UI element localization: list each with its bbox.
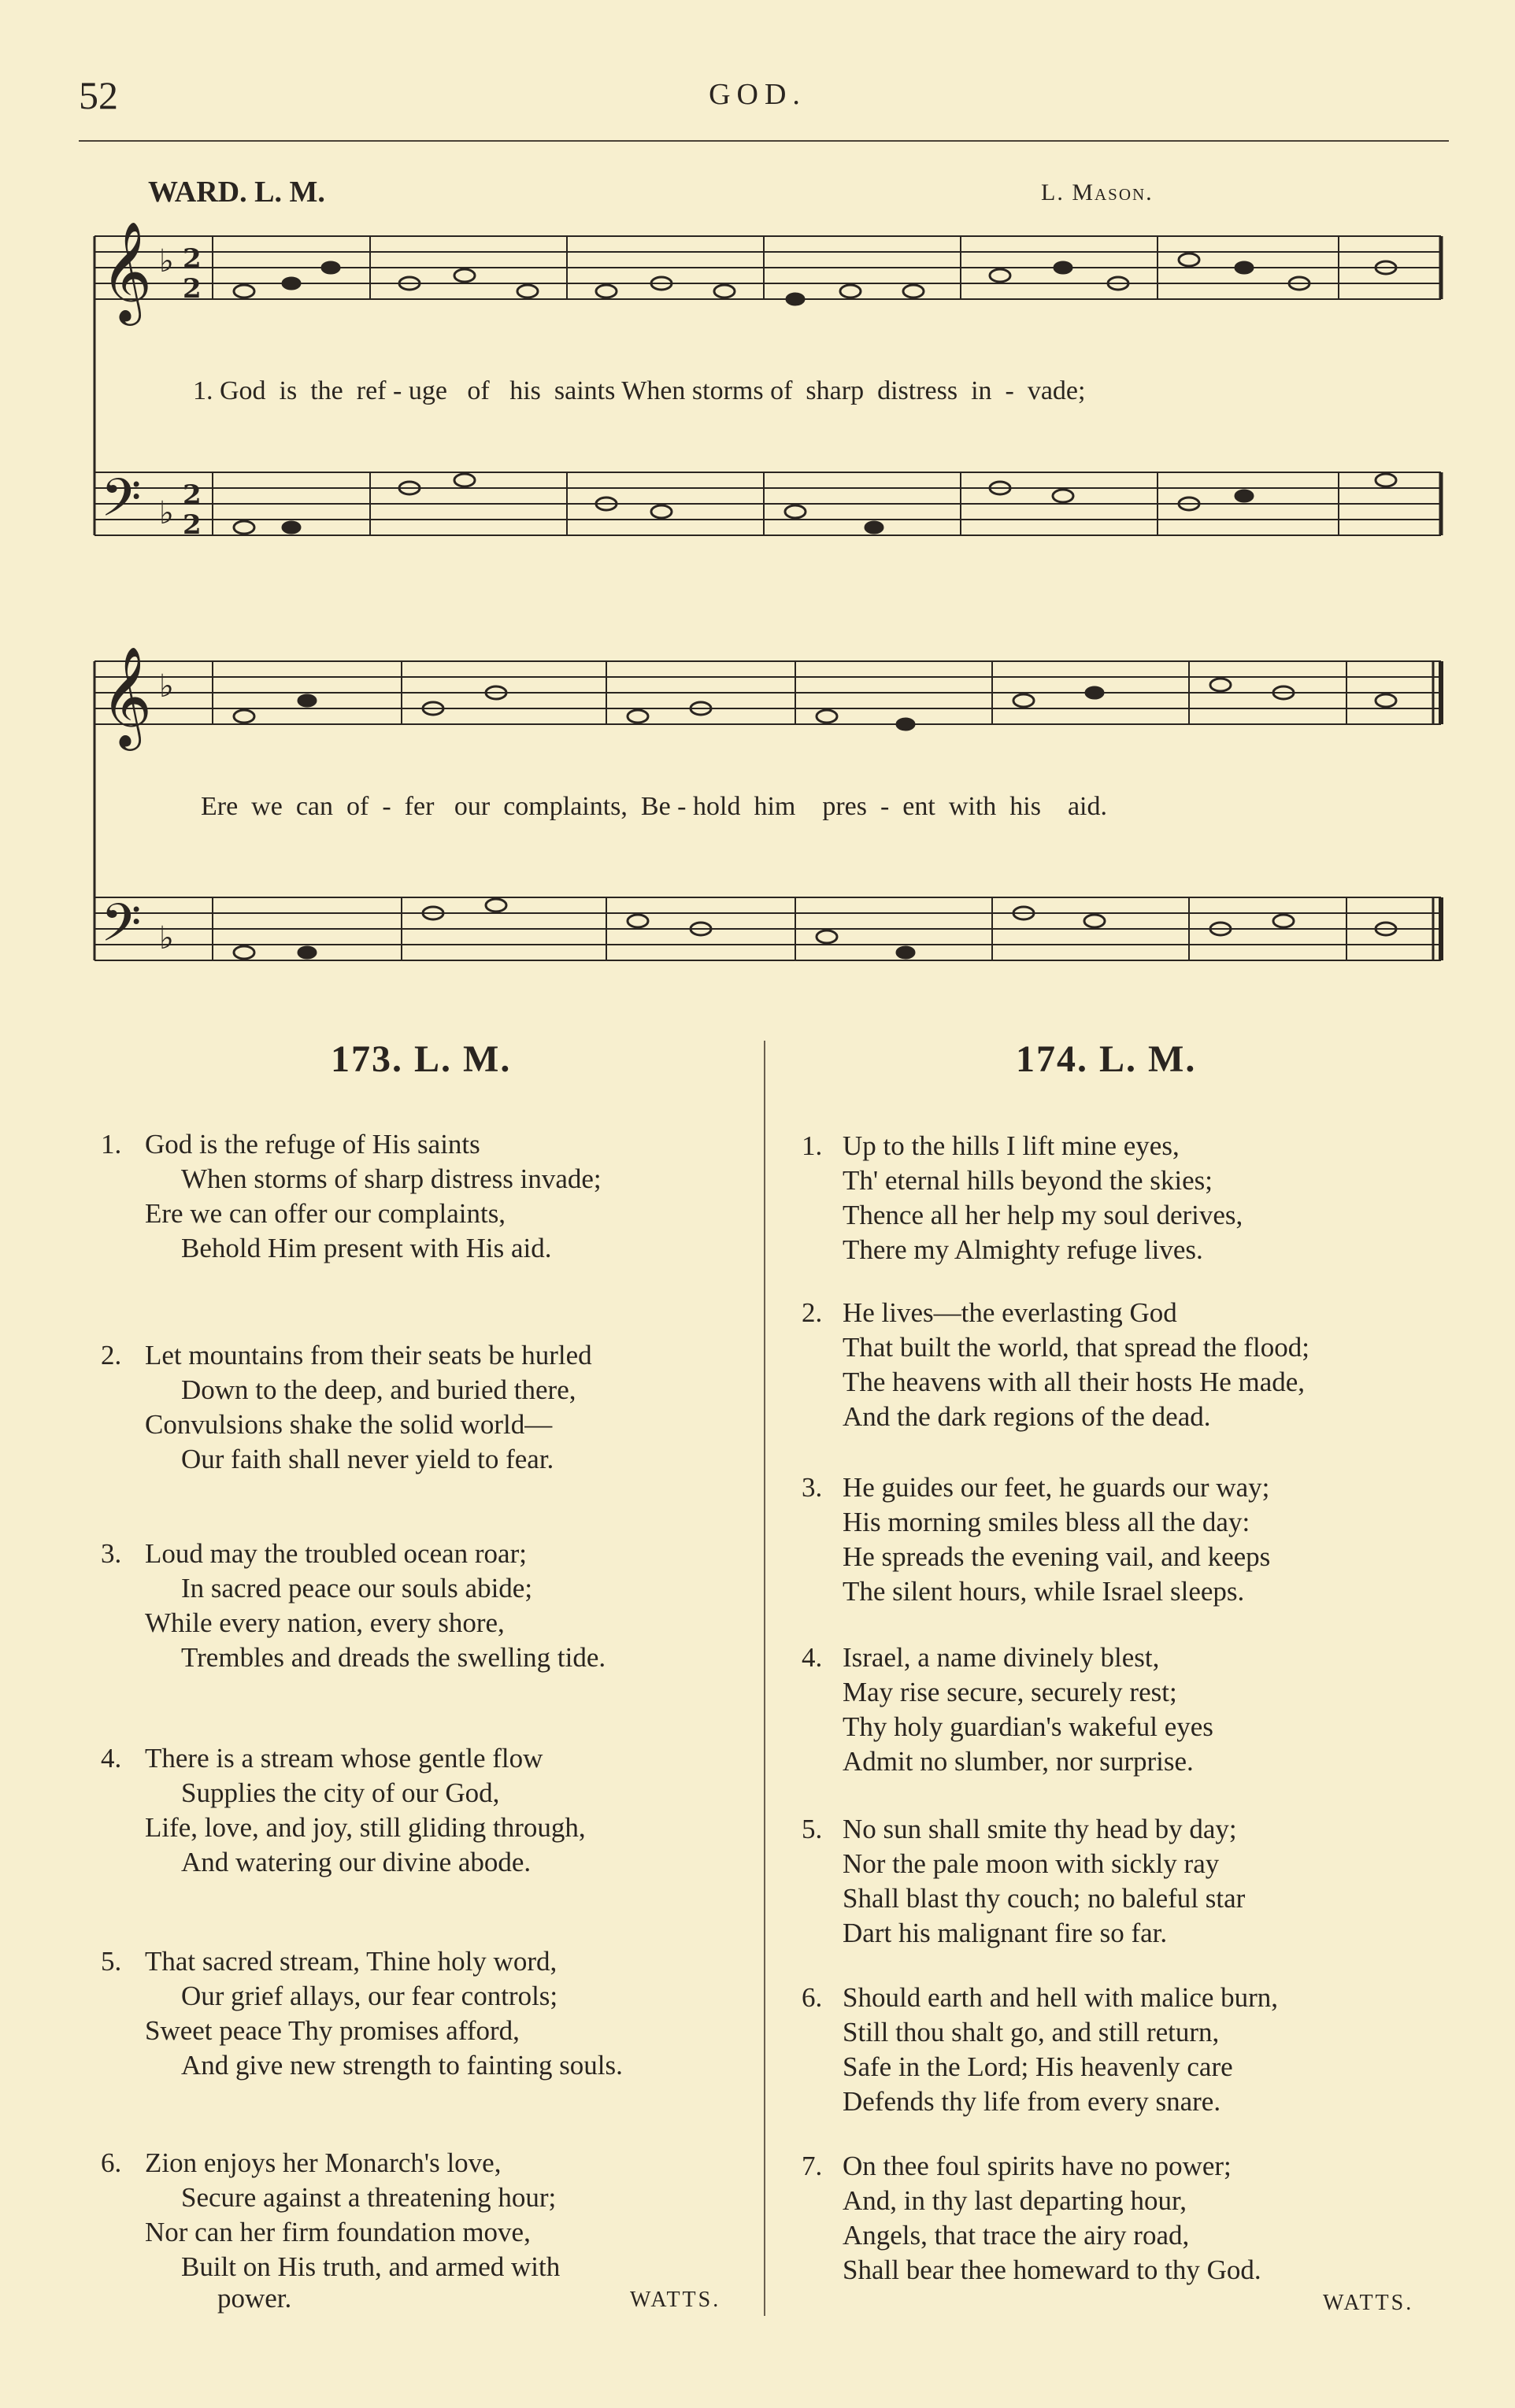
treble-clef-icon: 𝄞 — [101, 220, 153, 321]
stanza-line: Loud may the troubled ocean roar; — [145, 1538, 527, 1569]
stanza-line: There my Almighty refuge lives. — [843, 1234, 1203, 1265]
svg-text:2: 2 — [183, 509, 202, 541]
music-score — [87, 213, 1465, 984]
stanza-line: Supplies the city of our God, — [181, 1777, 500, 1808]
stanza-line: Life, love, and joy, still gliding through, — [145, 1812, 586, 1843]
stanza-line: And the dark regions of the dead. — [843, 1401, 1211, 1432]
svg-text:2: 2 — [183, 273, 202, 305]
stanza — [802, 2149, 1261, 2288]
lyric-line-1: 1. God is the ref - uge of his saints When storms of sharp distress in - vade; — [193, 376, 1086, 405]
stanza-number: 3. — [101, 1538, 122, 1569]
stanza-line: And, in thy last departing hour, — [843, 2185, 1187, 2216]
stanza-number: 6. — [802, 1982, 823, 2013]
stanza-line: The silent hours, while Israel sleeps. — [843, 1576, 1245, 1607]
stanza-number: 5. — [802, 1814, 823, 1844]
lyric-line-2: Ere we can of - fer our complaints, Be - hold him pres - ent with his aid. — [201, 792, 1108, 821]
stanza-line: Our faith shall never yield to fear. — [181, 1444, 554, 1474]
svg-text:2: 2 — [183, 479, 202, 511]
hymn-173-heading: 173. L. M. — [331, 1038, 512, 1080]
stanza-line: The heavens with all their hosts He made, — [843, 1367, 1306, 1397]
stanza-line: Up to the hills I lift mine eyes, — [843, 1130, 1180, 1161]
stanza-line: Our grief allays, our fear controls; — [181, 1981, 558, 2011]
header-rule — [79, 140, 1449, 142]
stanza-line: Still thou shalt go, and still return, — [843, 2017, 1220, 2047]
stanza — [802, 1640, 1213, 1779]
stanza-line: And watering our divine abode. — [181, 1847, 532, 1877]
stanza-line: He guides our feet, he guards our way; — [843, 1472, 1270, 1503]
bass-clef-icon: 𝄢 — [101, 468, 142, 541]
stanza-line: While every nation, every shore, — [145, 1607, 505, 1638]
stanza-line: His morning smiles bless all the day: — [843, 1507, 1250, 1537]
stanza-number: 2. — [101, 1340, 122, 1370]
stanza — [101, 1338, 592, 1477]
stanza-line: No sun shall smite thy head by day; — [843, 1814, 1237, 1844]
stanza-line: Admit no slumber, nor surprise. — [843, 1746, 1194, 1777]
stanza-number: 6. — [101, 2147, 122, 2178]
stanza-line: Angels, that trace the airy road, — [843, 2220, 1190, 2251]
stanza-line-runover: power. — [217, 2283, 292, 2314]
page-number: 52 — [79, 73, 118, 117]
stanza — [802, 1129, 1243, 1267]
stanza-line: When storms of sharp distress invade; — [181, 1163, 602, 1194]
stanza-line: Down to the deep, and buried there, — [181, 1374, 576, 1405]
stanza-number: 3. — [802, 1472, 823, 1503]
composer: L. Mason. — [1041, 179, 1154, 205]
tune-title: WARD. L. M. — [148, 176, 325, 209]
stanza-line: That sacred stream, Thine holy word, — [145, 1946, 557, 1977]
stanza-line: Zion enjoys her Monarch's love, — [145, 2147, 502, 2178]
stanza — [802, 1470, 1270, 1609]
stanza-line: Thy holy guardian's wakeful eyes — [843, 1711, 1213, 1742]
hymn-174-heading: 174. L. M. — [1016, 1038, 1197, 1080]
stanza-line: Nor can her firm foundation move, — [145, 2217, 531, 2247]
svg-text:♭: ♭ — [159, 920, 174, 956]
stanza-line: Let mountains from their seats be hurled — [145, 1340, 592, 1370]
stanza-line: Should earth and hell with malice burn, — [843, 1982, 1279, 2013]
svg-text:♭: ♭ — [159, 495, 174, 531]
stanza-line: Trembles and dreads the swelling tide. — [181, 1642, 606, 1673]
svg-text:𝄞: 𝄞 — [101, 645, 153, 746]
stanza — [802, 1812, 1245, 1951]
stanza-line: Ere we can offer our complaints, — [145, 1198, 506, 1229]
stanza-line: He spreads the evening vail, and keeps — [843, 1541, 1271, 1572]
stanza-number: 1. — [802, 1130, 823, 1161]
svg-text:2: 2 — [183, 243, 202, 275]
column-divider — [764, 1041, 765, 2316]
stanza — [802, 1296, 1309, 1434]
svg-text:♭: ♭ — [159, 668, 174, 705]
stanza-line: Shall bear thee homeward to thy God. — [843, 2254, 1261, 2285]
running-head: GOD. — [709, 78, 806, 111]
stanza-line: Safe in the Lord; His heavenly care — [843, 2051, 1233, 2082]
staff-bass-2 — [94, 897, 1441, 960]
stanza — [101, 2146, 560, 2284]
stanza — [101, 1127, 602, 1266]
stanza-line: Sweet peace Thy promises afford, — [145, 2015, 520, 2046]
stanza-line: He lives—the everlasting God — [843, 1297, 1177, 1328]
stanza-line: On thee foul spirits have no power; — [843, 2151, 1232, 2181]
stanza-number: 7. — [802, 2151, 823, 2181]
stanza-number: 5. — [101, 1946, 122, 1977]
stanza-line: Nor the pale moon with sickly ray — [843, 1848, 1220, 1879]
stanza-line: Behold Him present with His aid. — [181, 1233, 552, 1263]
stanza-number: 4. — [101, 1743, 122, 1774]
stanza-line: Convulsions shake the solid world— — [145, 1409, 553, 1440]
stanza-line: Built on His truth, and armed with — [181, 2251, 561, 2282]
stanza-line: Secure against a threatening hour; — [181, 2182, 557, 2213]
staff-treble-2 — [94, 661, 1441, 724]
stanza-line: That built the world, that spread the flood; — [843, 1332, 1309, 1363]
stanza-line: God is the refuge of His saints — [145, 1129, 480, 1160]
hymn-173-author: WATTS. — [630, 2288, 721, 2312]
svg-text:𝄢: 𝄢 — [101, 893, 142, 966]
stanza — [101, 1537, 606, 1675]
stanza-number: 1. — [101, 1129, 122, 1160]
stanza-line: May rise secure, securely rest; — [843, 1677, 1177, 1707]
stanza-line: There is a stream whose gentle flow — [145, 1743, 543, 1774]
stanza-line: Shall blast thy couch; no baleful star — [843, 1883, 1246, 1914]
stanza — [101, 1944, 623, 2083]
stanza-line: Defends thy life from every snare. — [843, 2086, 1221, 2117]
stanza-number: 4. — [802, 1642, 823, 1673]
hymn-174-author: WATTS. — [1323, 2291, 1414, 2315]
stanza — [802, 1981, 1278, 2119]
svg-text:♭: ♭ — [159, 243, 174, 279]
stanza-number: 2. — [802, 1297, 823, 1328]
stanza-line: Th' eternal hills beyond the skies; — [843, 1165, 1213, 1196]
stanza-line: Thence all her help my soul derives, — [843, 1200, 1243, 1230]
stanza-line: Israel, a name divinely blest, — [843, 1642, 1160, 1673]
stanza-line: And give new strength to fainting souls. — [181, 2050, 623, 2081]
stanza — [101, 1741, 586, 1880]
stanza-line: Dart his malignant fire so far. — [843, 1918, 1168, 1948]
stanza-line: In sacred peace our souls abide; — [181, 1573, 533, 1603]
